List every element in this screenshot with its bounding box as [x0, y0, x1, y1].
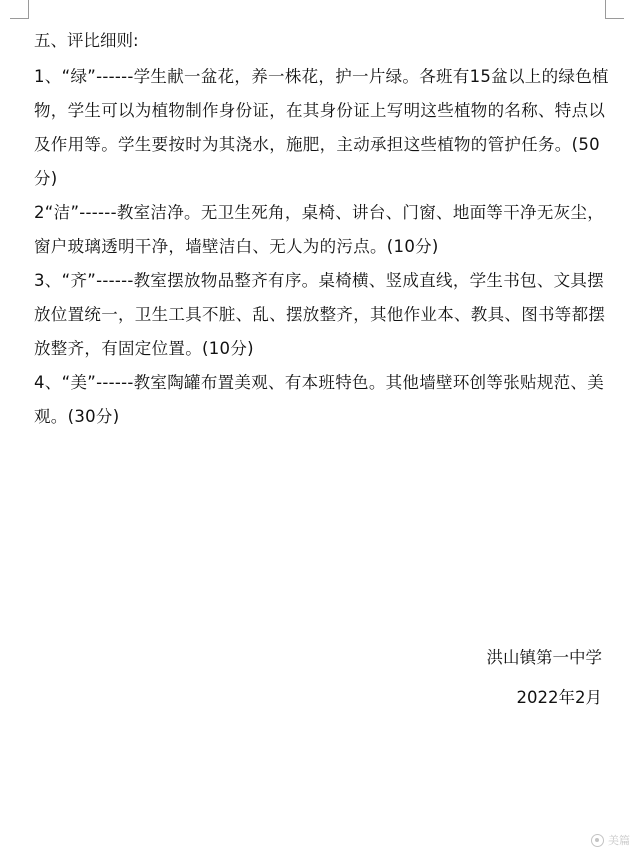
- watermark: [591, 832, 630, 848]
- rule-item-tidy: 3、“齐”------教室摆放物品整齐有序。桌椅横、竖成直线，学生书包、文具摆放位置统一，卫生工具不脏、乱、摆放整齐，其他作业本、教具、图书等都摆放整齐，有固定位置。(10分): [34, 271, 606, 358]
- signature-date: 2022年2月: [516, 688, 602, 707]
- crop-mark-top-left: [10, 0, 29, 19]
- rule-item-beauty: 4、“美”------教室陶罐布置美观、有本班特色。其他墙壁环创等张贴规范、美观。(30分): [34, 373, 605, 426]
- watermark-logo-icon: [591, 834, 604, 847]
- crop-mark-top-right: [605, 0, 624, 19]
- school-signature: 洪山镇第一中学: [486, 648, 602, 667]
- rule-item-clean: 2“洁”------教室洁净。无卫生死角，桌椅、讲台、门窗、地面等干净无灰尘，窗户玻璃透明干净，墙壁洁白、无人为的污点。(10分): [34, 203, 605, 256]
- document-body: [34, 26, 614, 434]
- watermark-text: 美篇: [608, 834, 630, 847]
- section-heading: 五、评比细则:: [34, 31, 139, 50]
- rule-item-green: 1、“绿”------学生献一盆花，养一株花，护一片绿。各班有15盆以上的绿色植物，学生可以为植物制作身份证，在其身份证上写明这些植物的名称、特点以及作用等。学生要按时为其浇水，施肥，主动承担这些植物的管护任务。(50分): [34, 67, 609, 188]
